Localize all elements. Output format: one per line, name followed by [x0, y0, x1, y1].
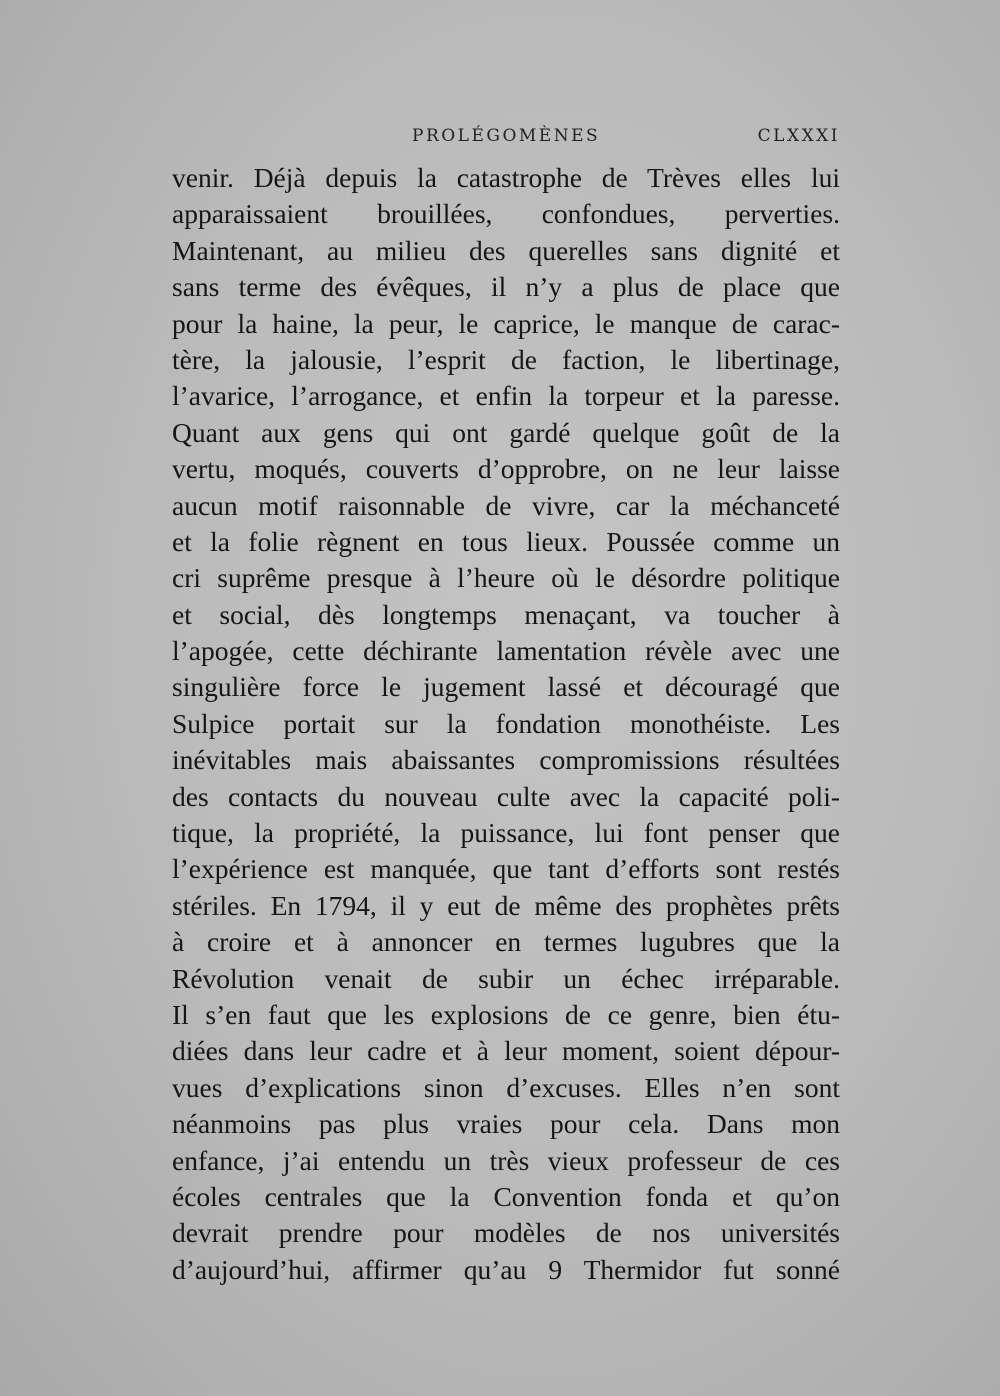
text-line: diées dans leur cadre et à leur moment, soient dépour-	[172, 1035, 840, 1067]
text-line: Quant aux gens qui ont gardé quelque goût de la	[172, 416, 840, 448]
text-line: singulière force le jugement lassé et découragé que	[172, 671, 840, 703]
text-line: tère, la jalousie, l’esprit de faction, le libertinage,	[172, 343, 840, 375]
text-line: venir. Déjà depuis la catastrophe de Trèves elles lui	[172, 162, 840, 193]
page-number: CLXXXI	[757, 126, 840, 146]
text-line: Il s’en faut que les explosions de ce genre, bien étu-	[172, 998, 840, 1030]
text-line: à croire et à annoncer en termes lugubres que la	[172, 926, 840, 958]
text-line: enfance, j’ai entendu un très vieux professeur de ces	[172, 1144, 840, 1176]
text-line: sans terme des évêques, il n’y a plus de place que	[172, 271, 840, 303]
running-head-title: PROLÉGOMÈNES	[412, 126, 601, 146]
text-line: vues d’explications sinon d’excuses. Elles n’en sont	[172, 1071, 840, 1103]
text-line: et la folie règnent en tous lieux. Poussée comme un	[172, 525, 840, 557]
text-line: néanmoins pas plus vraies pour cela. Dans mon	[172, 1108, 840, 1140]
text-line: l’expérience est manquée, que tant d’efforts sont restés	[172, 853, 840, 885]
text-line: tique, la propriété, la puissance, lui font penser que	[172, 817, 840, 849]
body-text	[172, 160, 840, 1288]
running-head	[172, 124, 840, 154]
text-line: et social, dès longtemps menaçant, va toucher à	[172, 598, 840, 630]
text-line: d’aujourd’hui, affirmer qu’au 9 Thermidor fut sonné	[172, 1253, 840, 1285]
text-line: apparaissaient brouillées, confondues, perverties.	[172, 198, 840, 230]
text-line: cri suprême presque à l’heure où le désordre politique	[172, 562, 840, 594]
text-line: l’apogée, cette déchirante lamentation révèle avec une	[172, 635, 840, 667]
text-line: vertu, moqués, couverts d’opprobre, on ne leur laisse	[172, 453, 840, 485]
text-line: écoles centrales que la Convention fonda et qu’on	[172, 1180, 840, 1212]
text-line: l’avarice, l’arrogance, et enfin la torpeur et la paresse.	[172, 380, 840, 412]
text-line: Révolution venait de subir un échec irréparable.	[172, 962, 840, 994]
text-line: devrait prendre pour modèles de nos universités	[172, 1217, 840, 1249]
text-line: des contacts du nouveau culte avec la capacité poli-	[172, 780, 840, 812]
text-line: Maintenant, au milieu des querelles sans dignité et	[172, 234, 840, 266]
text-line: stériles. En 1794, il y eut de même des prophètes prêts	[172, 889, 840, 921]
text-line: aucun motif raisonnable de vivre, car la méchanceté	[172, 489, 840, 521]
text-line: Sulpice portait sur la fondation monothéiste. Les	[172, 707, 840, 739]
text-line: pour la haine, la peur, le caprice, le manque de carac-	[172, 307, 840, 339]
text-line: inévitables mais abaissantes compromissions résultées	[172, 744, 840, 776]
